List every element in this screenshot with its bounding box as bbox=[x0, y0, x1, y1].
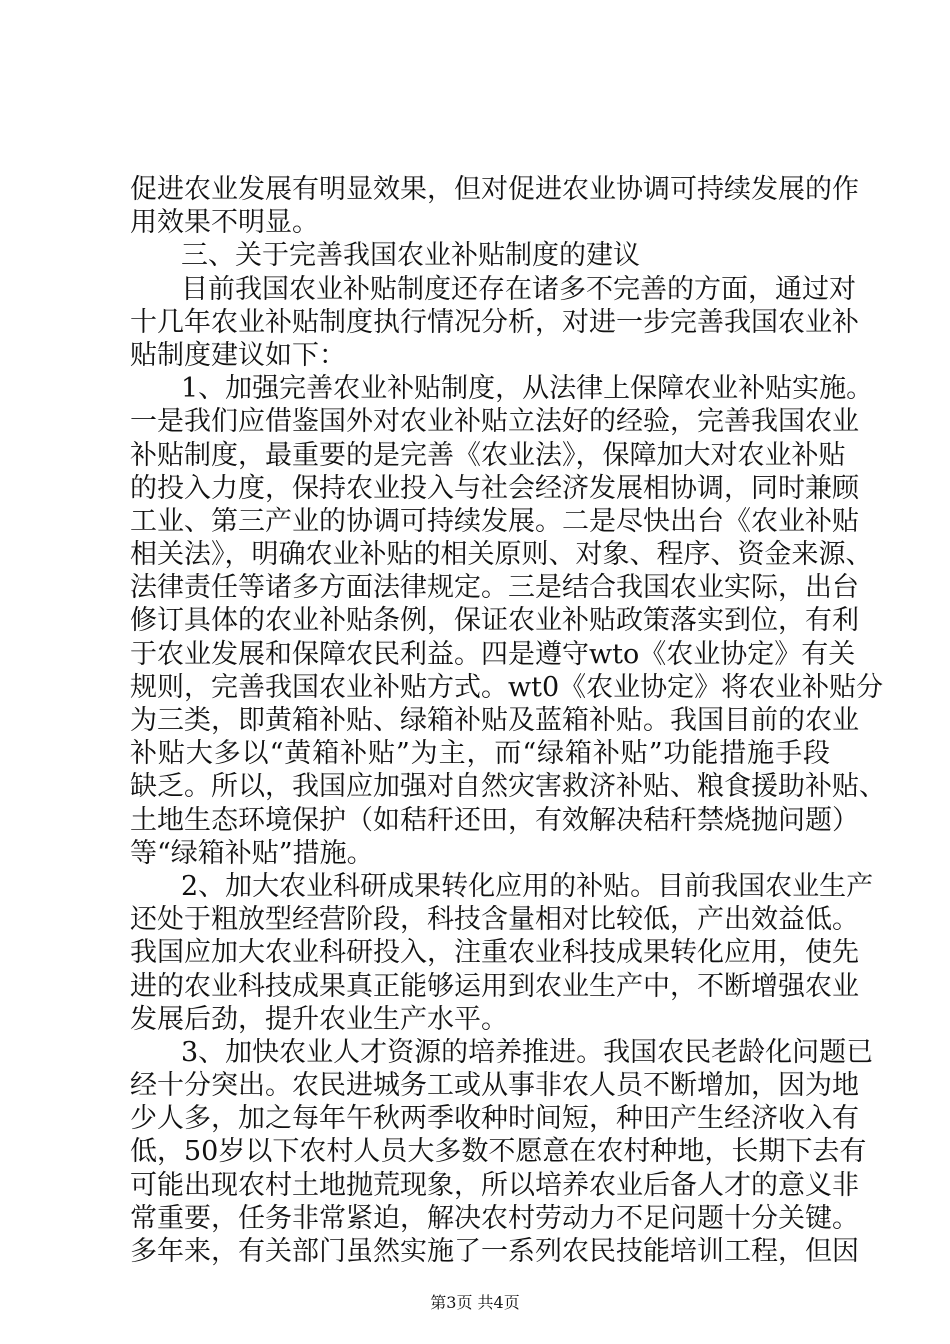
text-line: 土地生态环境保护（如秸秆还田，有效解决秸秆禁烧抛问题） bbox=[130, 804, 859, 836]
text-line: 法律责任等诸多方面法律规定。三是结合我国农业实际，出台 bbox=[130, 572, 859, 604]
text-line: 相关法》，明确农业补贴的相关原则、对象、程序、资金来源、 bbox=[130, 539, 873, 571]
text-line: 2、加大农业科研成果转化应用的补贴。目前我国农业生产 bbox=[181, 870, 874, 902]
text-line: 的投入力度，保持农业投入与社会经济发展相协调，同时兼顾 bbox=[130, 472, 859, 504]
text-line: 还处于粗放型经营阶段，科技含量相对比较低，产出效益低。 bbox=[130, 904, 859, 936]
text-line: 可能出现农村土地抛荒现象，所以培养农业后备人才的意义非 bbox=[130, 1169, 859, 1201]
text-line: 用效果不明显。 bbox=[130, 207, 319, 239]
text-line: 规则，完善我国农业补贴方式。wt0《农业协定》将农业补贴分 bbox=[130, 671, 884, 703]
text-line: 进的农业科技成果真正能够运用到农业生产中，不断增强农业 bbox=[130, 970, 859, 1002]
text-line: 十几年农业补贴制度执行情况分析，对进一步完善我国农业补 bbox=[130, 306, 859, 338]
text-line: 贴制度建议如下： bbox=[130, 339, 346, 371]
document-body bbox=[130, 173, 886, 1268]
text-line: 补贴大多以“黄箱补贴”为主，而“绿箱补贴”功能措施手段 bbox=[130, 738, 830, 770]
text-line: 缺乏。所以，我国应加强对自然灾害救济补贴、粮食援助补贴、 bbox=[130, 771, 886, 803]
text-line: 多年来，有关部门虽然实施了一系列农民技能培训工程，但因 bbox=[130, 1236, 859, 1267]
text-line: 我国应加大农业科研投入，注重农业科技成果转化应用，使先 bbox=[130, 937, 859, 969]
text-line: 发展后劲，提升农业生产水平。 bbox=[130, 1003, 508, 1035]
text-line: 3、加快农业人才资源的培养推进。我国农民老龄化问题已 bbox=[181, 1036, 874, 1068]
page-footer: 第3页 共4页 bbox=[430, 1293, 520, 1312]
text-line: 1、加强完善农业补贴制度，从法律上保障农业补贴实施。 bbox=[181, 373, 874, 405]
text-line: 少人多，加之每年午秋两季收种时间短，种田产生经济收入有 bbox=[130, 1103, 859, 1135]
text-line: 于农业发展和保障农民利益。四是遵守wto《农业协定》有关 bbox=[130, 638, 856, 670]
text-line: 促进农业发展有明显效果，但对促进农业协调可持续发展的作 bbox=[130, 174, 859, 205]
text-line: 常重要，任务非常紧迫，解决农村劳动力不足问题十分关键。 bbox=[130, 1202, 859, 1234]
text-line: 修订具体的农业补贴条例，保证农业补贴政策落实到位，有利 bbox=[130, 605, 859, 637]
text-line: 为三类，即黄箱补贴、绿箱补贴及蓝箱补贴。我国目前的农业 bbox=[130, 705, 859, 736]
text-line: 低，50岁以下农村人员大多数不愿意在农村种地，长期下去有 bbox=[130, 1136, 867, 1168]
text-line: 工业、第三产业的协调可持续发展。二是尽快出台《农业补贴 bbox=[130, 505, 859, 537]
text-line: 目前我国农业补贴制度还存在诸多不完善的方面，通过对 bbox=[181, 273, 856, 305]
text-line: 补贴制度，最重要的是完善《农业法》，保障加大对农业补贴 bbox=[130, 439, 846, 471]
text-line: 经十分突出。农民进城务工或从事非农人员不断增加，因为地 bbox=[130, 1070, 859, 1102]
text-line: 等“绿箱补贴”措施。 bbox=[130, 837, 374, 869]
text-line: 三、关于完善我国农业补贴制度的建议 bbox=[181, 240, 640, 272]
text-line: 一是我们应借鉴国外对农业补贴立法好的经验，完善我国农业 bbox=[130, 406, 859, 438]
